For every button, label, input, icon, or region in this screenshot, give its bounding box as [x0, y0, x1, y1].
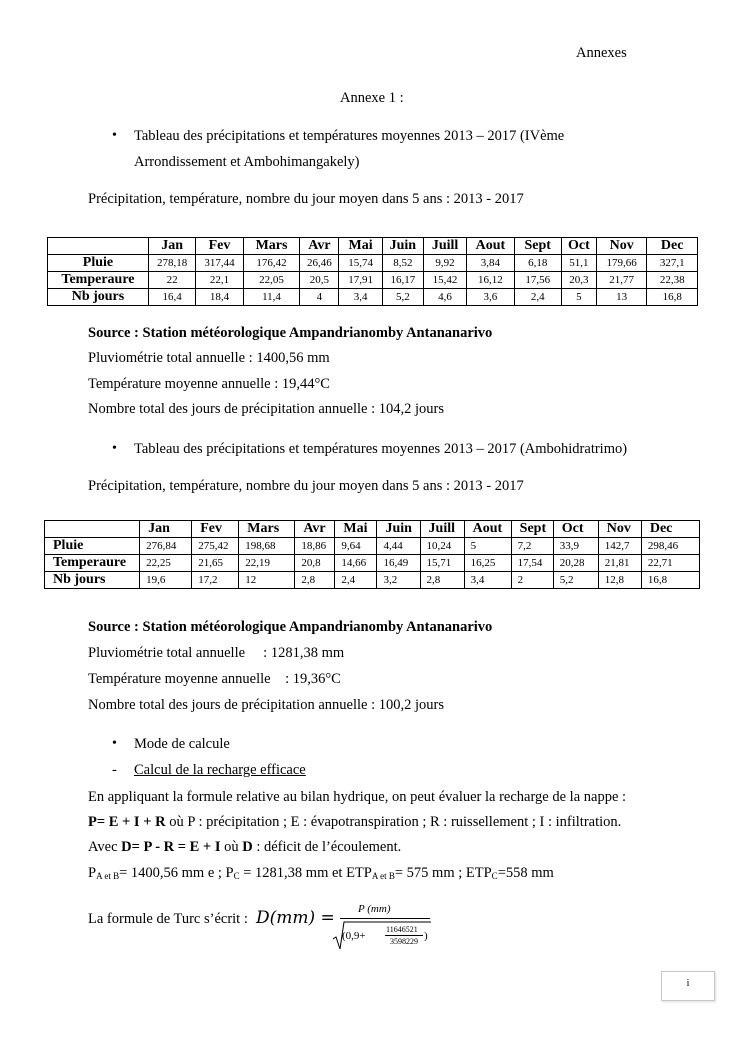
- climate-table-2: [44, 520, 700, 589]
- table-cell: 276,84: [140, 538, 192, 555]
- table-cell: 3,6: [467, 289, 514, 306]
- turc-lhs: D(mm) =: [256, 908, 335, 928]
- section2-caption: Précipitation, température, nombre du jour moyen dans 5 ans : 2013 - 2017: [88, 478, 524, 494]
- table-row: [45, 572, 700, 589]
- table-cell: 14,66: [335, 555, 377, 572]
- month-header: Sept: [514, 238, 561, 255]
- table-cell: 2,8: [420, 572, 464, 589]
- table-cell: 9,64: [335, 538, 377, 555]
- table2-body: [45, 538, 700, 589]
- calc-intro: En appliquant la formule relative au bilan hydrique, on peut évaluer la recharge de la nappe :: [88, 789, 627, 805]
- p-values-line: [88, 865, 554, 882]
- row-label: Pluie: [48, 255, 149, 272]
- bullet-icon: •: [112, 128, 117, 143]
- turc-label: La formule de Turc s’écrit :: [88, 911, 248, 927]
- turc-den-den: 3598229: [390, 937, 418, 946]
- table-cell: 17,54: [511, 555, 553, 572]
- dash-marker: -: [112, 762, 117, 778]
- table-cell: 17,56: [514, 272, 561, 289]
- month-header: Juill: [420, 521, 464, 538]
- section2-source: Source : Station météorologique Ampandrianomby Antananarivo: [88, 619, 493, 635]
- table-cell: 275,42: [192, 538, 239, 555]
- table-cell: 21,81: [598, 555, 641, 572]
- p-label: P: [88, 865, 97, 881]
- table-cell: 3,2: [377, 572, 420, 589]
- table1-header-row: [48, 238, 698, 255]
- table-cell: 20,5: [300, 272, 339, 289]
- table-cell: 21,65: [192, 555, 239, 572]
- row-label: Pluie: [45, 538, 140, 555]
- turc-den-a: (0,9+: [342, 930, 366, 942]
- table-cell: 3,4: [464, 572, 511, 589]
- table-row: [48, 255, 698, 272]
- table-cell: 5: [464, 538, 511, 555]
- table-cell: 8,52: [382, 255, 423, 272]
- table2-header-row: [45, 521, 700, 538]
- table-cell: 21,77: [596, 272, 646, 289]
- row-label: Nb jours: [48, 289, 149, 306]
- table-cell: 22,19: [239, 555, 295, 572]
- month-header: Aout: [464, 521, 511, 538]
- month-header: Fev: [192, 521, 239, 538]
- section1-caption: Précipitation, température, nombre du jour moyen dans 5 ans : 2013 - 2017: [88, 191, 524, 207]
- month-header: Oct: [553, 521, 598, 538]
- avec-line: [88, 839, 401, 856]
- table-cell: 11,4: [243, 289, 300, 306]
- month-header: Mars: [239, 521, 295, 538]
- month-header: Fev: [196, 238, 243, 255]
- table-cell: 12: [239, 572, 295, 589]
- month-header: Jan: [140, 521, 192, 538]
- table-corner-cell: [48, 238, 149, 255]
- table-row: [48, 272, 698, 289]
- p-sub: A et B: [96, 871, 120, 881]
- month-header: Avr: [295, 521, 335, 538]
- page-header: Annexes: [576, 45, 627, 61]
- table-cell: 17,91: [339, 272, 382, 289]
- avec-mid: où: [220, 839, 243, 855]
- table-cell: 198,68: [239, 538, 295, 555]
- table-cell: 13: [596, 289, 646, 306]
- etp-val: = 575 mm ; ETP: [394, 865, 492, 881]
- table-cell: 176,42: [243, 255, 300, 272]
- turc-den-num: 11646521: [386, 925, 418, 934]
- month-header: Aout: [467, 238, 514, 255]
- table-cell: 15,42: [423, 272, 466, 289]
- bullet-icon: •: [112, 736, 117, 751]
- table-cell: 22,38: [647, 272, 698, 289]
- turc-numerator: P (mm): [358, 903, 391, 915]
- month-header: Oct: [561, 238, 596, 255]
- section1-pluvio: Pluviométrie total annuelle : 1400,56 mm: [88, 350, 330, 366]
- pc-sub: C: [233, 871, 240, 881]
- row-label: Temperaure: [45, 555, 140, 572]
- avec-rest: : déficit de l’écoulement.: [252, 839, 402, 855]
- table-cell: 20,3: [561, 272, 596, 289]
- turc-den-b: ): [424, 930, 428, 942]
- table-cell: 17,2: [192, 572, 239, 589]
- table-corner-cell: [45, 521, 140, 538]
- table-cell: 16,49: [377, 555, 420, 572]
- month-header: Mars: [243, 238, 300, 255]
- etpc-sub: C: [491, 871, 498, 881]
- calc-dash-item: Calcul de la recharge efficace: [134, 762, 306, 778]
- table-cell: 22,1: [196, 272, 243, 289]
- section1-days: Nombre total des jours de précipitation annuelle : 104,2 jours: [88, 401, 444, 417]
- month-header: Dec: [641, 521, 699, 538]
- table-cell: 22,25: [140, 555, 192, 572]
- table-cell: 19,6: [140, 572, 192, 589]
- table-cell: 15,74: [339, 255, 382, 272]
- formula-line: [88, 814, 621, 831]
- table-cell: 4,44: [377, 538, 420, 555]
- table-cell: 4,6: [423, 289, 466, 306]
- table-row: [45, 555, 700, 572]
- month-header: Juill: [423, 238, 466, 255]
- table-row: [45, 538, 700, 555]
- month-header: Nov: [596, 238, 646, 255]
- table-cell: 6,18: [514, 255, 561, 272]
- month-header: Jan: [148, 238, 195, 255]
- table-cell: 22,05: [243, 272, 300, 289]
- table-cell: 33,9: [553, 538, 598, 555]
- section1-bullet-line2: Arrondissement et Ambohimangakely): [134, 154, 360, 170]
- table-cell: 3,4: [339, 289, 382, 306]
- table-cell: 16,25: [464, 555, 511, 572]
- avec-bold: D= P - R = E + I: [121, 839, 221, 855]
- table-cell: 4: [300, 289, 339, 306]
- table-cell: 179,66: [596, 255, 646, 272]
- table-cell: 2: [511, 572, 553, 589]
- formula-rest: où P : précipitation ; E : évapotranspiration ; R : ruissellement ; I : infiltration.: [165, 814, 622, 830]
- etpc-val: =558 mm: [497, 865, 554, 881]
- annex-title: Annexe 1 :: [340, 90, 404, 106]
- table-cell: 22: [148, 272, 195, 289]
- table-cell: 7,2: [511, 538, 553, 555]
- table-cell: 10,24: [420, 538, 464, 555]
- section2-days: Nombre total des jours de précipitation annuelle : 100,2 jours: [88, 697, 444, 713]
- fraction-bar: [340, 918, 430, 919]
- table-cell: 2,8: [295, 572, 335, 589]
- table-cell: 12,8: [598, 572, 641, 589]
- table-cell: 16,8: [647, 289, 698, 306]
- row-label: Nb jours: [45, 572, 140, 589]
- month-header: Mai: [339, 238, 382, 255]
- section1-temp: Température moyenne annuelle : 19,44°C: [88, 376, 330, 392]
- month-header: Avr: [300, 238, 339, 255]
- month-header: Mai: [335, 521, 377, 538]
- page-number: i: [661, 971, 715, 1001]
- table-cell: 26,46: [300, 255, 339, 272]
- table1-body: [48, 255, 698, 306]
- table-cell: 16,17: [382, 272, 423, 289]
- section2-pluvio: Pluviométrie total annuelle : 1281,38 mm: [88, 645, 345, 661]
- section1-bullet-line1: Tableau des précipitations et températures moyennes 2013 – 2017 (IVème: [134, 128, 565, 144]
- table-cell: 298,46: [641, 538, 699, 555]
- table-cell: 20,8: [295, 555, 335, 572]
- table-row: [48, 289, 698, 306]
- table-cell: 5,2: [382, 289, 423, 306]
- p-val: = 1400,56 mm e ; P: [119, 865, 234, 881]
- table-cell: 16,8: [641, 572, 699, 589]
- bullet-icon: •: [112, 441, 117, 456]
- section2-temp: Température moyenne annuelle : 19,36°C: [88, 671, 341, 687]
- section1-source: Source : Station météorologique Ampandrianomby Antananarivo: [88, 325, 493, 341]
- table-cell: 15,71: [420, 555, 464, 572]
- calc-bullet: Mode de calcule: [134, 736, 230, 752]
- formula-bold: P= E + I + R: [88, 814, 166, 830]
- table-cell: 18,4: [196, 289, 243, 306]
- etp-sub: A et B: [371, 871, 395, 881]
- inner-fraction-bar: [385, 935, 423, 936]
- table-cell: 317,44: [196, 255, 243, 272]
- table-cell: 278,18: [148, 255, 195, 272]
- row-label: Temperaure: [48, 272, 149, 289]
- pc-val: = 1281,38 mm et ETP: [239, 865, 372, 881]
- avec-d: D: [242, 839, 253, 855]
- table-cell: 327,1: [647, 255, 698, 272]
- section2-bullet-line1: Tableau des précipitations et températures moyennes 2013 – 2017 (Ambohidratrimo): [134, 441, 628, 457]
- month-header: Juin: [382, 238, 423, 255]
- table-cell: 5: [561, 289, 596, 306]
- table-cell: 22,71: [641, 555, 699, 572]
- table-cell: 2,4: [335, 572, 377, 589]
- month-header: Nov: [598, 521, 641, 538]
- table-cell: 9,92: [423, 255, 466, 272]
- table-cell: 142,7: [598, 538, 641, 555]
- table-cell: 3,84: [467, 255, 514, 272]
- table-cell: 16,12: [467, 272, 514, 289]
- climate-table-1: [47, 237, 698, 306]
- month-header: Sept: [511, 521, 553, 538]
- table-cell: 5,2: [553, 572, 598, 589]
- avec-prefix: Avec: [88, 839, 122, 855]
- table-cell: 18,86: [295, 538, 335, 555]
- table-cell: 51,1: [561, 255, 596, 272]
- table-cell: 2,4: [514, 289, 561, 306]
- month-header: Juin: [377, 521, 420, 538]
- month-header: Dec: [647, 238, 698, 255]
- table-cell: 20,28: [553, 555, 598, 572]
- table-cell: 16,4: [148, 289, 195, 306]
